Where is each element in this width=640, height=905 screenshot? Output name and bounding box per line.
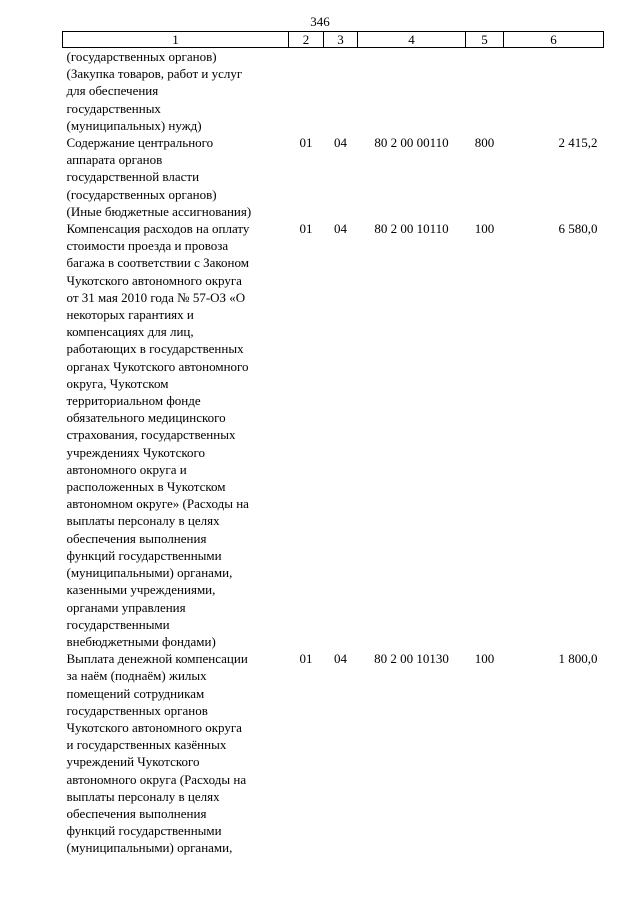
row-name-line: территориальном фонде [66,393,201,409]
row-name-line: стоимости проезда и провоза [66,238,229,254]
row-section-code [289,48,324,135]
row-name-line: компенсациях для лиц, [66,324,194,340]
row-name [63,220,289,650]
row-amount [504,48,604,135]
header-col-4: 4 [358,32,466,48]
row-subsection-code: 04 [334,221,347,237]
row-name-line: от 31 мая 2010 года № 57-ОЗ «О [66,289,246,305]
row-name-line: (муниципальными) органами, [66,840,233,856]
row-expense-type: 800 [474,135,495,151]
row-target-article: 80 2 00 10130 [374,651,449,667]
row-name-line: Компенсация расходов на оплату [66,221,250,237]
row-name-line: автономного округа и [66,461,187,477]
row-name-line: (государственных органов) [66,49,217,64]
table-row [63,220,604,650]
row-name-line: и государственных казённых [66,737,227,753]
row-name-line: автономного округа (Расходы на [66,771,247,787]
row-name-line: учреждениях Чукотского [66,444,206,460]
row-name-line: расположенных в Чукотском [66,479,226,495]
row-name-line: работающих в государственных [66,341,244,357]
row-subsection-code [324,48,358,135]
row-name-line: Чукотского автономного округа [66,272,242,288]
header-row [63,32,604,48]
row-name-line: внебюджетными фондами) [66,633,216,649]
row-name-line: органах Чукотского автономного [66,358,249,374]
row-name-line: выплаты персоналу в целях [66,513,220,529]
row-name-line: государственных [66,100,161,116]
row-name-line: некоторых гарантиях и [66,307,194,323]
row-section-code: 01 [299,135,313,151]
row-section-code: 01 [299,651,313,667]
row-amount: 6 580,0 [558,221,598,237]
row-name-line: Чукотского автономного округа [66,719,242,735]
row-name-line: Выплата денежной компенсации [66,651,248,667]
header-col-3: 3 [324,32,358,48]
row-name-line: государственными [66,616,170,632]
row-name-line: учреждений Чукотского [66,754,200,770]
row-expense-type: 100 [474,651,495,667]
header-col-2: 2 [289,32,324,48]
row-expense-type: 100 [474,221,495,237]
row-name-line: багажа в соответствии с Законом [66,255,249,271]
table-row [63,48,604,135]
row-name-line: аппарата органов [66,152,163,168]
header-col-1: 1 [63,32,289,48]
row-subsection-code: 04 [334,651,347,667]
table-header [63,32,604,48]
row-name [63,134,289,220]
header-col-5: 5 [466,32,504,48]
row-name [63,48,289,135]
row-name-line: функций государственными [66,547,222,563]
page-number: 346 [310,14,330,29]
row-name-line: (муниципальными) органами, [66,565,233,581]
row-name-line: обеспечения выполнения [66,805,207,821]
row-name-line: обеспечения выполнения [66,530,207,546]
row-target-article: 80 2 00 10110 [374,221,449,237]
table-row [63,134,604,220]
budget-table [62,31,604,857]
row-name-line: для обеспечения [66,83,159,99]
row-name-line: (государственных органов) [66,186,217,202]
row-name-line: округа, Чукотском [66,375,169,391]
row-name-line: за наём (поднаём) жилых [66,668,207,684]
row-target-article [358,48,466,135]
table-row [63,650,604,856]
row-name-line: обязательного медицинского [66,410,226,426]
row-name-line: автономном округе» (Расходы на [66,496,249,512]
row-subsection-code: 04 [334,135,347,151]
row-section-code: 01 [299,221,313,237]
row-name-line: выплаты персоналу в целях [66,788,220,804]
row-name-line: казенными учреждениями, [66,582,216,598]
row-name-line: государственной власти [66,169,200,185]
row-amount: 1 800,0 [558,651,598,667]
row-amount: 2 415,2 [558,135,598,151]
row-target-article: 80 2 00 00110 [374,135,449,151]
row-name [63,650,289,856]
row-name-line: страхования, государственных [66,427,236,443]
row-name-line: (Закупка товаров, работ и услуг [66,66,243,82]
row-name-line: (муниципальных) нужд) [66,117,202,133]
row-name-line: Содержание центрального [66,135,214,151]
row-name-line: помещений сотрудникам [66,685,205,701]
row-name-line: (Иные бюджетные ассигнования) [66,203,252,219]
row-name-line: функций государственными [66,823,222,839]
table-body [63,48,604,857]
header-col-6: 6 [504,32,604,48]
row-expense-type [466,48,504,135]
row-name-line: государственных органов [66,702,208,718]
row-name-line: органами управления [66,599,186,615]
